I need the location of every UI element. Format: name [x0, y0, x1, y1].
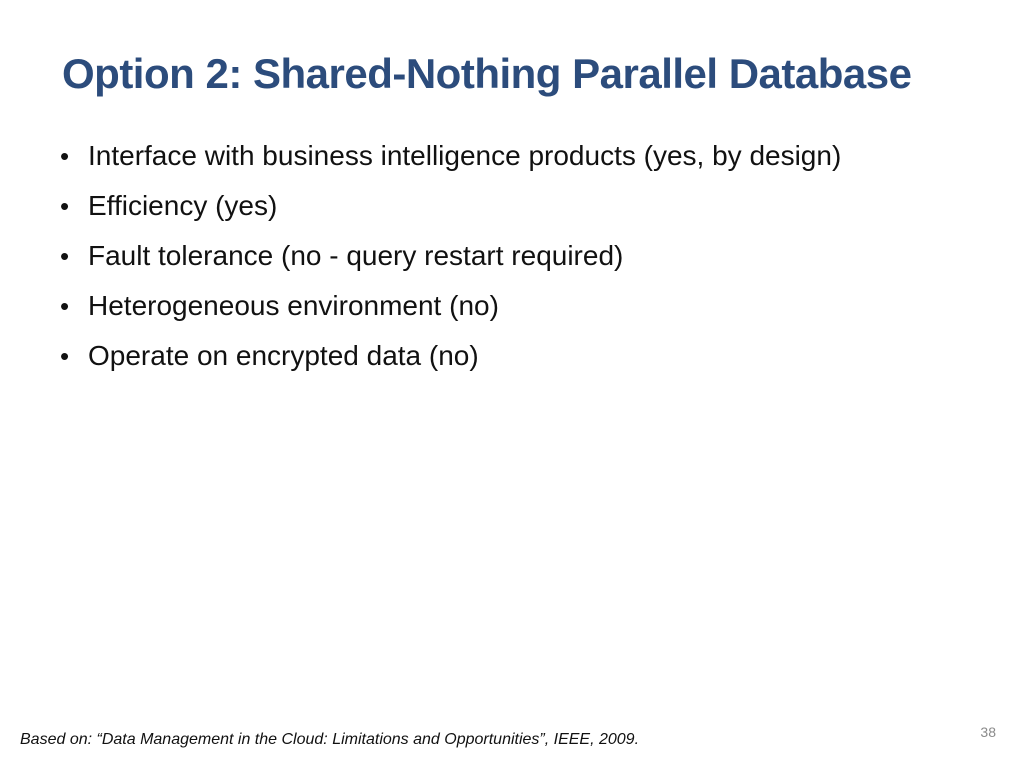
bullet-icon: • — [60, 141, 70, 171]
bullet-icon: • — [60, 241, 70, 271]
bullet-item-efficiency — [60, 181, 841, 231]
bullet-list — [60, 131, 841, 381]
bullet-text: Heterogeneous environment (no) — [88, 290, 499, 321]
bullet-item-fault-tolerance — [60, 231, 841, 281]
bullet-text: Fault tolerance (no - query restart required) — [88, 240, 624, 271]
bullet-text: Efficiency (yes) — [88, 190, 278, 221]
bullet-item-interface — [60, 131, 841, 181]
bullet-item-encrypted-data — [60, 331, 841, 381]
bullet-text: Operate on encrypted data (no) — [88, 340, 479, 371]
slide-number: 38 — [980, 724, 996, 740]
bullet-icon: • — [60, 191, 70, 221]
bullet-icon: • — [60, 291, 70, 321]
bullet-text: Interface with business intelligence products (yes, by design) — [88, 140, 842, 171]
slide-title: Option 2: Shared-Nothing Parallel Database — [62, 50, 912, 97]
bullet-item-heterogeneous — [60, 281, 841, 331]
bullet-icon: • — [60, 341, 70, 371]
footer-source-citation: Based on: “Data Management in the Cloud: Limitations and Opportunities”, IEEE, 2009. — [20, 731, 640, 748]
